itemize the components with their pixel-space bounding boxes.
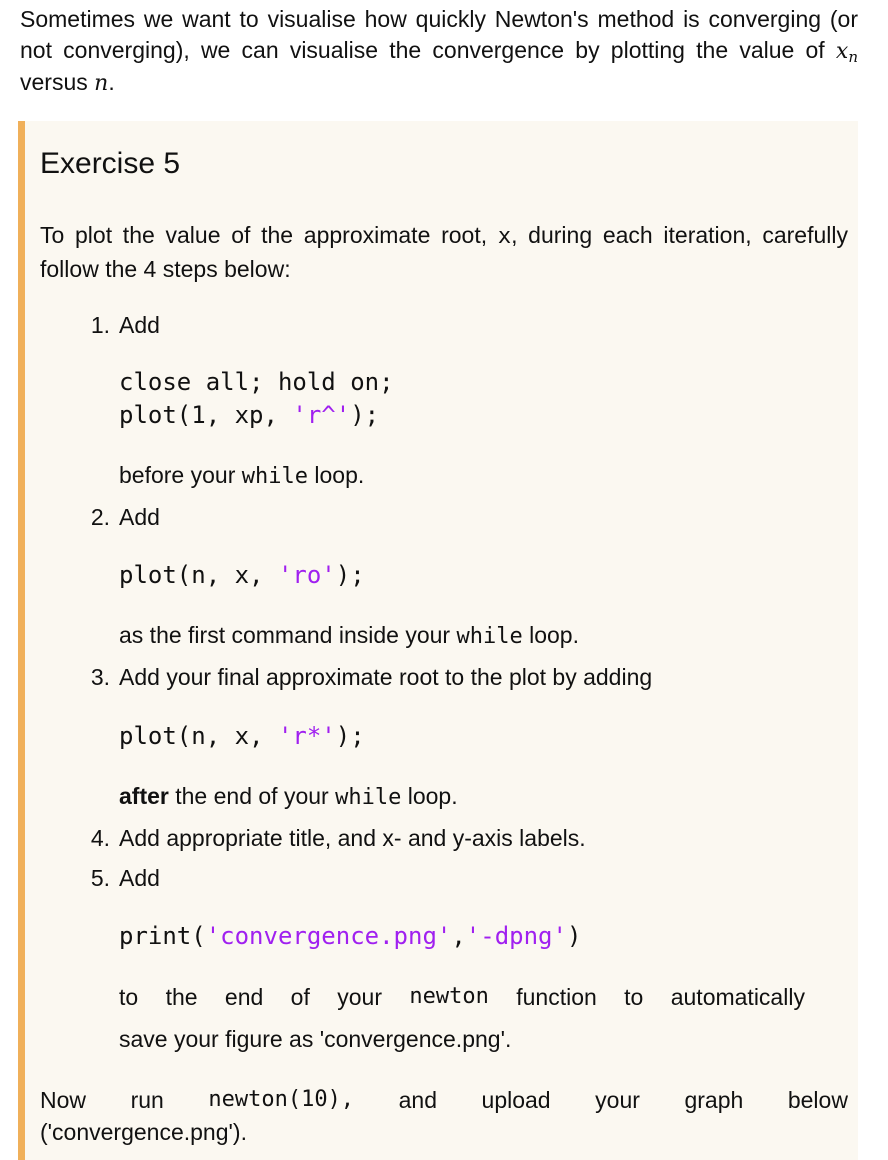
math-n: n — [94, 71, 109, 96]
step-after-text: as the first command inside your while loop. — [119, 622, 579, 649]
code-block: print('convergence.png','-dpng') — [119, 922, 582, 950]
closing-instruction: Now run newton(10), and upload your graph below — [40, 1087, 848, 1113]
intro-text: Sometimes we want to visualise how quickly Newton's method is converging (or not converging), we can visualise the convergence by plotting the value of — [20, 6, 858, 63]
step-label: Add — [119, 865, 160, 891]
step-label: Add your final approximate root to the plot by adding — [119, 664, 653, 690]
math-x-n: $x_n$ — [835, 39, 858, 66]
inline-code-x: x — [497, 224, 512, 249]
step-after-text: to the end of your newton function to automatically — [119, 984, 805, 1010]
step-number: 1. — [90, 312, 110, 338]
code-block: plot(n, x, 'ro'); — [119, 561, 365, 589]
step-number: 5. — [90, 865, 110, 891]
step-number: 3. — [90, 664, 110, 690]
step-number: 4. — [90, 825, 110, 851]
step-label: Add — [119, 504, 160, 530]
exercise-box — [18, 121, 858, 1160]
code-line: plot(1, xp, 'r^'); — [119, 401, 380, 429]
closing-instruction-line2: ('convergence.png'). — [40, 1119, 247, 1145]
exercise-title: Exercise 5 — [40, 147, 181, 180]
step-after-text: before your while loop. — [119, 462, 365, 489]
step-after-text: after the end of your while loop. — [119, 783, 458, 810]
step-label: Add appropriate title, and x- and y-axis labels. — [119, 825, 586, 851]
intro-paragraph: Sometimes we want to visualise how quickly Newton's method is converging (or not converging), we can visualise the convergence by plotting the value of $x_n$ versus n. — [20, 6, 858, 96]
step-after-text: save your figure as 'convergence.png'. — [119, 1026, 512, 1052]
code-block: plot(n, x, 'r*'); — [119, 722, 365, 750]
code-block — [119, 366, 394, 432]
step-number: 2. — [90, 504, 110, 530]
exercise-intro: To plot the value of the approximate root, x, during each iteration, carefully follow the 4 steps below: — [40, 222, 848, 282]
code-line: close all; hold on; — [119, 368, 394, 396]
step-label: Add — [119, 312, 160, 338]
